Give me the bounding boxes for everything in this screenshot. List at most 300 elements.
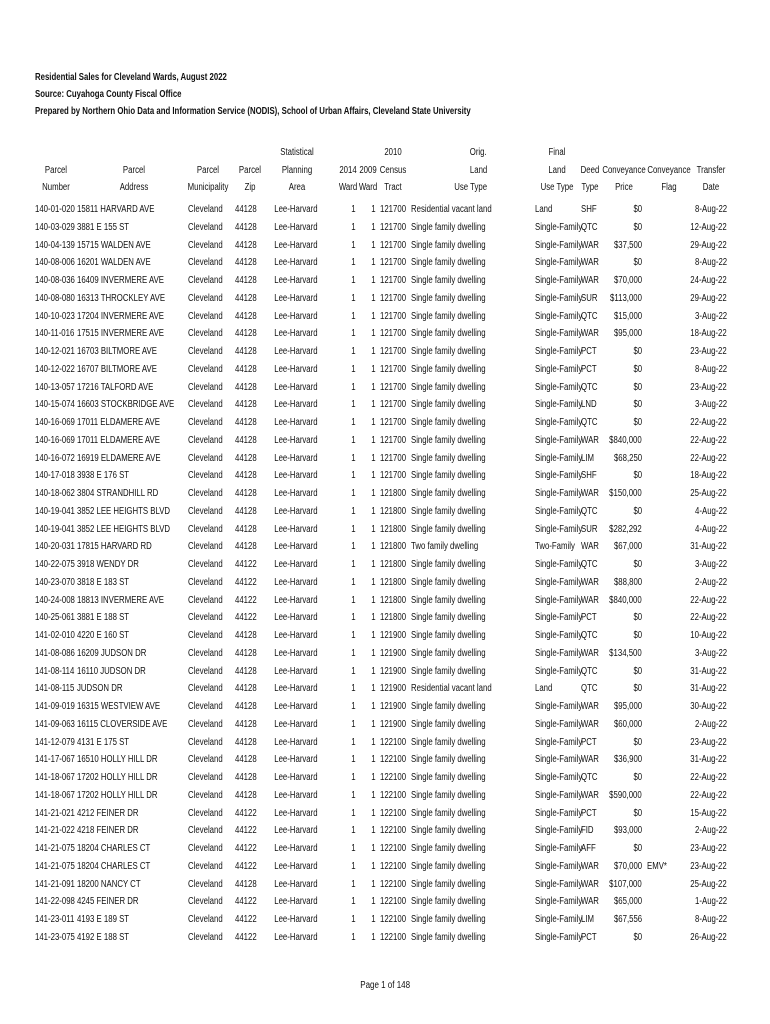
table-row bbox=[0, 610, 770, 626]
header-land-use-orig: Orig. bbox=[470, 147, 487, 158]
cell-zip: 44122 bbox=[235, 914, 257, 925]
cell-municipality: Cleveland bbox=[188, 328, 223, 340]
cell-transfer-date: 3-Aug-22 bbox=[694, 559, 727, 570]
cell-planning-area: Lee-Harvard bbox=[274, 896, 318, 908]
cell-land-use-orig: Single family dwelling bbox=[411, 576, 486, 588]
cell-parcel-address: JUDSON DR bbox=[77, 683, 123, 695]
cell-planning-area: Lee-Harvard bbox=[274, 292, 318, 304]
cell-transfer-date: 3-Aug-22 bbox=[694, 310, 727, 322]
cell-census-tract: 122100 bbox=[380, 754, 407, 766]
cell-deed-type: LND bbox=[581, 399, 597, 411]
cell-zip: 44128 bbox=[235, 221, 257, 233]
cell-ward-2009: 1 bbox=[371, 257, 376, 269]
cell-parcel-number: 141-22-098 bbox=[35, 896, 75, 908]
cell-zip: 44128 bbox=[235, 239, 257, 251]
cell-parcel-address: 18200 NANCY CT bbox=[77, 878, 141, 890]
cell-land-use-final: Two-Family bbox=[535, 541, 575, 553]
cell-ward-2014: 1 bbox=[351, 204, 356, 215]
cell-transfer-date: 30-Aug-22 bbox=[690, 701, 727, 712]
cell-price: $0 bbox=[633, 736, 642, 748]
header-land-use-orig: Use Type bbox=[454, 182, 487, 193]
cell-census-tract: 121800 bbox=[380, 488, 407, 499]
cell-transfer-date: 22-Aug-22 bbox=[690, 417, 727, 428]
cell-planning-area: Lee-Harvard bbox=[274, 239, 318, 251]
table-row bbox=[0, 273, 770, 289]
cell-price: $0 bbox=[633, 665, 642, 677]
cell-flag: EMV* bbox=[647, 860, 667, 872]
cell-ward-2014: 1 bbox=[351, 328, 356, 340]
cell-land-use-orig: Single family dwelling bbox=[411, 452, 486, 464]
cell-ward-2014: 1 bbox=[351, 505, 356, 517]
cell-land-use-orig: Single family dwelling bbox=[411, 292, 486, 304]
cell-ward-2014: 1 bbox=[351, 647, 356, 659]
table-row bbox=[0, 841, 770, 857]
cell-municipality: Cleveland bbox=[188, 399, 223, 411]
cell-deed-type: QTC bbox=[581, 630, 598, 641]
cell-census-tract: 122100 bbox=[380, 878, 407, 890]
cell-zip: 44128 bbox=[235, 878, 257, 890]
table-row bbox=[0, 415, 770, 431]
cell-price: $0 bbox=[633, 843, 642, 854]
cell-ward-2014: 1 bbox=[351, 470, 356, 482]
cell-ward-2009: 1 bbox=[371, 292, 376, 304]
cell-deed-type: WAR bbox=[581, 896, 599, 908]
header-municipality: Municipality bbox=[187, 182, 229, 193]
cell-parcel-number: 140-13-057 bbox=[35, 381, 75, 393]
cell-parcel-number: 140-19-041 bbox=[35, 523, 75, 535]
table-header-row bbox=[0, 163, 770, 179]
cell-deed-type: WAR bbox=[581, 647, 599, 659]
cell-parcel-address: 16707 BILTMORE AVE bbox=[77, 363, 157, 375]
cell-zip: 44122 bbox=[235, 594, 257, 606]
cell-census-tract: 121700 bbox=[380, 204, 407, 215]
cell-parcel-address: 4212 FEINER DR bbox=[77, 807, 139, 819]
cell-deed-type: LIM bbox=[581, 914, 595, 925]
header-parcel-address: Address bbox=[119, 182, 149, 193]
cell-land-use-orig: Single family dwelling bbox=[411, 257, 486, 269]
cell-transfer-date: 10-Aug-22 bbox=[690, 630, 727, 641]
cell-ward-2009: 1 bbox=[371, 612, 376, 624]
cell-zip: 44128 bbox=[235, 328, 257, 340]
cell-deed-type: QTC bbox=[581, 505, 598, 517]
cell-zip: 44122 bbox=[235, 843, 257, 854]
cell-census-tract: 121700 bbox=[380, 221, 407, 233]
header-census-tract: Census bbox=[379, 165, 407, 176]
cell-land-use-final: Single-Family bbox=[535, 452, 583, 464]
table-row bbox=[0, 699, 770, 715]
cell-land-use-orig: Single family dwelling bbox=[411, 860, 486, 872]
cell-transfer-date: 1-Aug-22 bbox=[694, 896, 727, 908]
cell-municipality: Cleveland bbox=[188, 789, 223, 801]
header-transfer-date: Date bbox=[702, 182, 720, 193]
cell-municipality: Cleveland bbox=[188, 931, 223, 943]
cell-ward-2009: 1 bbox=[371, 559, 376, 570]
cell-price: $0 bbox=[633, 630, 642, 641]
cell-ward-2014: 1 bbox=[351, 789, 356, 801]
report-title: Residential Sales for Cleveland Wards, August 2022 bbox=[35, 72, 227, 83]
cell-land-use-orig: Single family dwelling bbox=[411, 772, 486, 783]
cell-planning-area: Lee-Harvard bbox=[274, 275, 318, 286]
cell-deed-type: PCT bbox=[581, 736, 597, 748]
cell-price: $0 bbox=[633, 381, 642, 393]
cell-parcel-address: 16115 CLOVERSIDE AVE bbox=[77, 718, 168, 730]
cell-parcel-number: 140-08-006 bbox=[35, 257, 75, 269]
cell-planning-area: Lee-Harvard bbox=[274, 559, 318, 570]
cell-parcel-number: 141-08-115 bbox=[35, 683, 75, 695]
page-number: Page 1 of 148 bbox=[360, 980, 410, 991]
cell-municipality: Cleveland bbox=[188, 221, 223, 233]
cell-parcel-number: 140-08-036 bbox=[35, 275, 75, 286]
cell-census-tract: 122100 bbox=[380, 789, 407, 801]
cell-deed-type: FID bbox=[581, 825, 594, 837]
cell-parcel-number: 140-16-069 bbox=[35, 417, 75, 428]
cell-transfer-date: 23-Aug-22 bbox=[690, 860, 727, 872]
cell-planning-area: Lee-Harvard bbox=[274, 647, 318, 659]
cell-census-tract: 121700 bbox=[380, 275, 407, 286]
cell-transfer-date: 26-Aug-22 bbox=[690, 931, 727, 943]
header-ward-2009: Ward bbox=[358, 182, 378, 193]
header-zip: Zip bbox=[244, 182, 256, 193]
cell-deed-type: WAR bbox=[581, 239, 599, 251]
table-row bbox=[0, 202, 770, 218]
cell-census-tract: 121900 bbox=[380, 718, 407, 730]
cell-deed-type: SHF bbox=[581, 204, 597, 215]
cell-transfer-date: 23-Aug-22 bbox=[690, 381, 727, 393]
cell-ward-2014: 1 bbox=[351, 417, 356, 428]
cell-land-use-orig: Single family dwelling bbox=[411, 647, 486, 659]
cell-ward-2014: 1 bbox=[351, 381, 356, 393]
cell-zip: 44128 bbox=[235, 683, 257, 695]
cell-parcel-address: 4218 FEINER DR bbox=[77, 825, 139, 837]
cell-deed-type: PCT bbox=[581, 363, 597, 375]
cell-ward-2014: 1 bbox=[351, 346, 356, 357]
cell-land-use-orig: Single family dwelling bbox=[411, 328, 486, 340]
cell-zip: 44128 bbox=[235, 381, 257, 393]
cell-land-use-final: Single-Family bbox=[535, 470, 583, 482]
cell-parcel-address: 16603 STOCKBRIDGE AVE bbox=[77, 399, 175, 411]
cell-parcel-address: 3852 LEE HEIGHTS BLVD bbox=[77, 523, 171, 535]
cell-municipality: Cleveland bbox=[188, 204, 223, 215]
cell-ward-2009: 1 bbox=[371, 931, 376, 943]
cell-planning-area: Lee-Harvard bbox=[274, 363, 318, 375]
cell-price: $134,500 bbox=[609, 647, 642, 659]
cell-land-use-final: Single-Family bbox=[535, 576, 583, 588]
cell-land-use-final: Single-Family bbox=[535, 594, 583, 606]
cell-parcel-address: 3818 E 183 ST bbox=[77, 576, 130, 588]
cell-price: $67,556 bbox=[613, 914, 642, 925]
cell-census-tract: 121900 bbox=[380, 665, 407, 677]
cell-ward-2014: 1 bbox=[351, 878, 356, 890]
cell-zip: 44128 bbox=[235, 204, 257, 215]
cell-planning-area: Lee-Harvard bbox=[274, 789, 318, 801]
cell-parcel-address: 17815 HARVARD RD bbox=[77, 541, 152, 553]
cell-parcel-address: 16703 BILTMORE AVE bbox=[77, 346, 157, 357]
cell-land-use-orig: Single family dwelling bbox=[411, 399, 486, 411]
cell-land-use-orig: Single family dwelling bbox=[411, 878, 486, 890]
header-price: Conveyance bbox=[602, 165, 646, 176]
cell-zip: 44128 bbox=[235, 754, 257, 766]
table-row bbox=[0, 646, 770, 662]
table-row bbox=[0, 557, 770, 573]
cell-municipality: Cleveland bbox=[188, 772, 223, 783]
cell-transfer-date: 8-Aug-22 bbox=[694, 363, 727, 375]
cell-transfer-date: 31-Aug-22 bbox=[690, 754, 727, 766]
cell-zip: 44128 bbox=[235, 434, 257, 446]
cell-land-use-orig: Single family dwelling bbox=[411, 275, 486, 286]
cell-land-use-final: Single-Family bbox=[535, 505, 583, 517]
cell-parcel-number: 141-21-091 bbox=[35, 878, 75, 890]
table-row bbox=[0, 238, 770, 254]
cell-price: $65,000 bbox=[613, 896, 642, 908]
cell-land-use-final: Single-Family bbox=[535, 754, 583, 766]
cell-price: $0 bbox=[633, 807, 642, 819]
cell-land-use-final: Single-Family bbox=[535, 630, 583, 641]
cell-deed-type: QTC bbox=[581, 221, 598, 233]
cell-ward-2014: 1 bbox=[351, 399, 356, 411]
cell-municipality: Cleveland bbox=[188, 860, 223, 872]
table-row bbox=[0, 255, 770, 271]
cell-parcel-address: 3918 WENDY DR bbox=[77, 559, 139, 570]
cell-land-use-final: Single-Family bbox=[535, 896, 583, 908]
header-census-tract: 2010 bbox=[384, 147, 402, 158]
cell-municipality: Cleveland bbox=[188, 914, 223, 925]
cell-zip: 44128 bbox=[235, 417, 257, 428]
cell-zip: 44128 bbox=[235, 505, 257, 517]
table-row bbox=[0, 504, 770, 520]
cell-land-use-orig: Single family dwelling bbox=[411, 381, 486, 393]
cell-transfer-date: 22-Aug-22 bbox=[690, 612, 727, 624]
table-row bbox=[0, 912, 770, 928]
cell-price: $95,000 bbox=[613, 701, 642, 712]
cell-land-use-final: Single-Family bbox=[535, 878, 583, 890]
cell-municipality: Cleveland bbox=[188, 843, 223, 854]
cell-transfer-date: 8-Aug-22 bbox=[694, 204, 727, 215]
cell-land-use-orig: Residential vacant land bbox=[411, 204, 492, 215]
cell-municipality: Cleveland bbox=[188, 239, 223, 251]
cell-land-use-final: Land bbox=[535, 204, 553, 215]
cell-transfer-date: 18-Aug-22 bbox=[690, 328, 727, 340]
cell-price: $590,000 bbox=[609, 789, 642, 801]
cell-land-use-final: Single-Family bbox=[535, 701, 583, 712]
cell-transfer-date: 29-Aug-22 bbox=[690, 292, 727, 304]
header-parcel-number: Parcel bbox=[44, 165, 68, 176]
cell-parcel-number: 141-08-086 bbox=[35, 647, 75, 659]
cell-transfer-date: 31-Aug-22 bbox=[690, 665, 727, 677]
cell-land-use-final: Single-Family bbox=[535, 381, 583, 393]
cell-ward-2014: 1 bbox=[351, 931, 356, 943]
cell-municipality: Cleveland bbox=[188, 647, 223, 659]
cell-planning-area: Lee-Harvard bbox=[274, 718, 318, 730]
header-land-use-orig: Land bbox=[469, 165, 487, 176]
header-ward-2014: 2014 bbox=[339, 165, 357, 176]
cell-ward-2009: 1 bbox=[371, 417, 376, 428]
cell-ward-2009: 1 bbox=[371, 239, 376, 251]
cell-price: $93,000 bbox=[613, 825, 642, 837]
cell-census-tract: 122100 bbox=[380, 914, 407, 925]
cell-price: $150,000 bbox=[609, 488, 642, 499]
cell-transfer-date: 22-Aug-22 bbox=[690, 789, 727, 801]
cell-planning-area: Lee-Harvard bbox=[274, 221, 318, 233]
cell-transfer-date: 31-Aug-22 bbox=[690, 541, 727, 553]
cell-land-use-final: Single-Family bbox=[535, 488, 583, 499]
cell-parcel-address: 16510 HOLLY HILL DR bbox=[77, 754, 158, 766]
cell-planning-area: Lee-Harvard bbox=[274, 754, 318, 766]
cell-transfer-date: 24-Aug-22 bbox=[690, 275, 727, 286]
cell-parcel-address: 17202 HOLLY HILL DR bbox=[77, 789, 158, 801]
cell-parcel-number: 140-16-072 bbox=[35, 452, 75, 464]
header-census-tract: Tract bbox=[384, 182, 402, 193]
table-row bbox=[0, 309, 770, 325]
cell-parcel-number: 141-18-067 bbox=[35, 772, 75, 783]
cell-price: $0 bbox=[633, 363, 642, 375]
cell-census-tract: 121900 bbox=[380, 683, 407, 695]
table-row bbox=[0, 806, 770, 822]
table-row bbox=[0, 859, 770, 875]
table-row bbox=[0, 664, 770, 680]
cell-ward-2014: 1 bbox=[351, 257, 356, 269]
cell-census-tract: 122100 bbox=[380, 772, 407, 783]
cell-municipality: Cleveland bbox=[188, 257, 223, 269]
cell-parcel-number: 141-18-067 bbox=[35, 789, 75, 801]
cell-price: $15,000 bbox=[613, 310, 642, 322]
cell-census-tract: 122100 bbox=[380, 931, 407, 943]
cell-planning-area: Lee-Harvard bbox=[274, 683, 318, 695]
table-row bbox=[0, 468, 770, 484]
header-transfer-date: Transfer bbox=[696, 165, 726, 176]
cell-parcel-number: 141-21-075 bbox=[35, 843, 75, 854]
cell-ward-2014: 1 bbox=[351, 559, 356, 570]
cell-ward-2009: 1 bbox=[371, 594, 376, 606]
cell-price: $0 bbox=[633, 399, 642, 411]
cell-planning-area: Lee-Harvard bbox=[274, 612, 318, 624]
cell-ward-2014: 1 bbox=[351, 718, 356, 730]
cell-census-tract: 121700 bbox=[380, 310, 407, 322]
cell-land-use-final: Single-Family bbox=[535, 328, 583, 340]
cell-municipality: Cleveland bbox=[188, 683, 223, 695]
cell-transfer-date: 25-Aug-22 bbox=[690, 878, 727, 890]
cell-parcel-number: 140-12-022 bbox=[35, 363, 75, 375]
cell-transfer-date: 23-Aug-22 bbox=[690, 346, 727, 357]
cell-transfer-date: 4-Aug-22 bbox=[694, 523, 727, 535]
cell-parcel-address: 4131 E 175 ST bbox=[77, 736, 130, 748]
header-deed-type: Type bbox=[581, 182, 599, 193]
cell-deed-type: QTC bbox=[581, 772, 598, 783]
cell-zip: 44128 bbox=[235, 772, 257, 783]
cell-municipality: Cleveland bbox=[188, 505, 223, 517]
cell-price: $840,000 bbox=[609, 594, 642, 606]
cell-ward-2009: 1 bbox=[371, 381, 376, 393]
cell-parcel-number: 141-21-022 bbox=[35, 825, 75, 837]
cell-planning-area: Lee-Harvard bbox=[274, 434, 318, 446]
cell-ward-2009: 1 bbox=[371, 914, 376, 925]
cell-census-tract: 121800 bbox=[380, 594, 407, 606]
cell-land-use-orig: Single family dwelling bbox=[411, 807, 486, 819]
cell-transfer-date: 2-Aug-22 bbox=[694, 576, 727, 588]
cell-planning-area: Lee-Harvard bbox=[274, 346, 318, 357]
cell-deed-type: QTC bbox=[581, 683, 598, 695]
cell-deed-type: SHF bbox=[581, 470, 597, 482]
table-row bbox=[0, 522, 770, 538]
cell-zip: 44122 bbox=[235, 612, 257, 624]
cell-ward-2014: 1 bbox=[351, 221, 356, 233]
cell-parcel-number: 141-08-114 bbox=[35, 665, 75, 677]
cell-census-tract: 122100 bbox=[380, 860, 407, 872]
cell-land-use-orig: Single family dwelling bbox=[411, 594, 486, 606]
cell-planning-area: Lee-Harvard bbox=[274, 488, 318, 499]
cell-parcel-address: 17515 INVERMERE AVE bbox=[77, 328, 165, 340]
cell-transfer-date: 2-Aug-22 bbox=[694, 825, 727, 837]
cell-planning-area: Lee-Harvard bbox=[274, 843, 318, 854]
cell-price: $113,000 bbox=[610, 292, 642, 304]
cell-parcel-address: 4192 E 188 ST bbox=[77, 931, 130, 943]
report-preparer: Prepared by Northern Ohio Data and Information Service (NODIS), School of Urban Affairs, Cleveland State University bbox=[35, 106, 471, 117]
cell-ward-2009: 1 bbox=[371, 701, 376, 712]
cell-planning-area: Lee-Harvard bbox=[274, 470, 318, 482]
cell-land-use-final: Single-Family bbox=[535, 275, 583, 286]
cell-deed-type: SUR bbox=[581, 292, 598, 304]
cell-zip: 44128 bbox=[235, 399, 257, 411]
cell-ward-2009: 1 bbox=[371, 452, 376, 464]
cell-parcel-address: 16209 JUDSON DR bbox=[77, 647, 147, 659]
cell-parcel-address: 17202 HOLLY HILL DR bbox=[77, 772, 158, 783]
cell-parcel-number: 140-15-074 bbox=[35, 399, 75, 411]
cell-parcel-number: 140-03-029 bbox=[35, 221, 75, 233]
cell-parcel-address: 18204 CHARLES CT bbox=[77, 843, 151, 854]
header-parcel-number: Number bbox=[42, 182, 70, 193]
cell-parcel-address: 16110 JUDSON DR bbox=[77, 665, 146, 677]
cell-price: $0 bbox=[633, 505, 642, 517]
table-row bbox=[0, 823, 770, 839]
cell-deed-type: QTC bbox=[581, 310, 598, 322]
cell-zip: 44128 bbox=[235, 736, 257, 748]
cell-census-tract: 121800 bbox=[380, 541, 407, 553]
cell-price: $70,000 bbox=[613, 275, 642, 286]
cell-parcel-number: 140-22-075 bbox=[35, 559, 75, 570]
cell-census-tract: 121800 bbox=[380, 505, 407, 517]
cell-price: $0 bbox=[633, 417, 642, 428]
cell-land-use-final: Single-Family bbox=[535, 843, 583, 854]
cell-planning-area: Lee-Harvard bbox=[274, 399, 318, 411]
cell-zip: 44128 bbox=[235, 630, 257, 641]
header-zip: Parcel bbox=[238, 165, 262, 176]
cell-deed-type: WAR bbox=[581, 701, 599, 712]
table-row bbox=[0, 877, 770, 893]
table-row bbox=[0, 539, 770, 555]
cell-land-use-orig: Single family dwelling bbox=[411, 417, 486, 428]
cell-census-tract: 121700 bbox=[380, 346, 407, 357]
cell-deed-type: WAR bbox=[581, 718, 599, 730]
cell-planning-area: Lee-Harvard bbox=[274, 505, 318, 517]
cell-ward-2009: 1 bbox=[371, 541, 376, 553]
cell-land-use-final: Single-Family bbox=[535, 292, 583, 304]
cell-ward-2014: 1 bbox=[351, 434, 356, 446]
cell-land-use-orig: Single family dwelling bbox=[411, 612, 486, 624]
cell-land-use-final: Single-Family bbox=[535, 665, 583, 677]
cell-transfer-date: 22-Aug-22 bbox=[690, 594, 727, 606]
cell-planning-area: Lee-Harvard bbox=[274, 541, 318, 553]
cell-ward-2009: 1 bbox=[371, 275, 376, 286]
cell-price: $68,250 bbox=[613, 452, 642, 464]
cell-land-use-final: Single-Family bbox=[535, 789, 583, 801]
cell-zip: 44128 bbox=[235, 470, 257, 482]
cell-land-use-orig: Single family dwelling bbox=[411, 221, 486, 233]
cell-land-use-orig: Single family dwelling bbox=[411, 701, 486, 712]
cell-municipality: Cleveland bbox=[188, 630, 223, 641]
cell-transfer-date: 29-Aug-22 bbox=[690, 239, 727, 251]
cell-price: $0 bbox=[633, 346, 642, 357]
cell-ward-2009: 1 bbox=[371, 647, 376, 659]
table-row bbox=[0, 291, 770, 307]
